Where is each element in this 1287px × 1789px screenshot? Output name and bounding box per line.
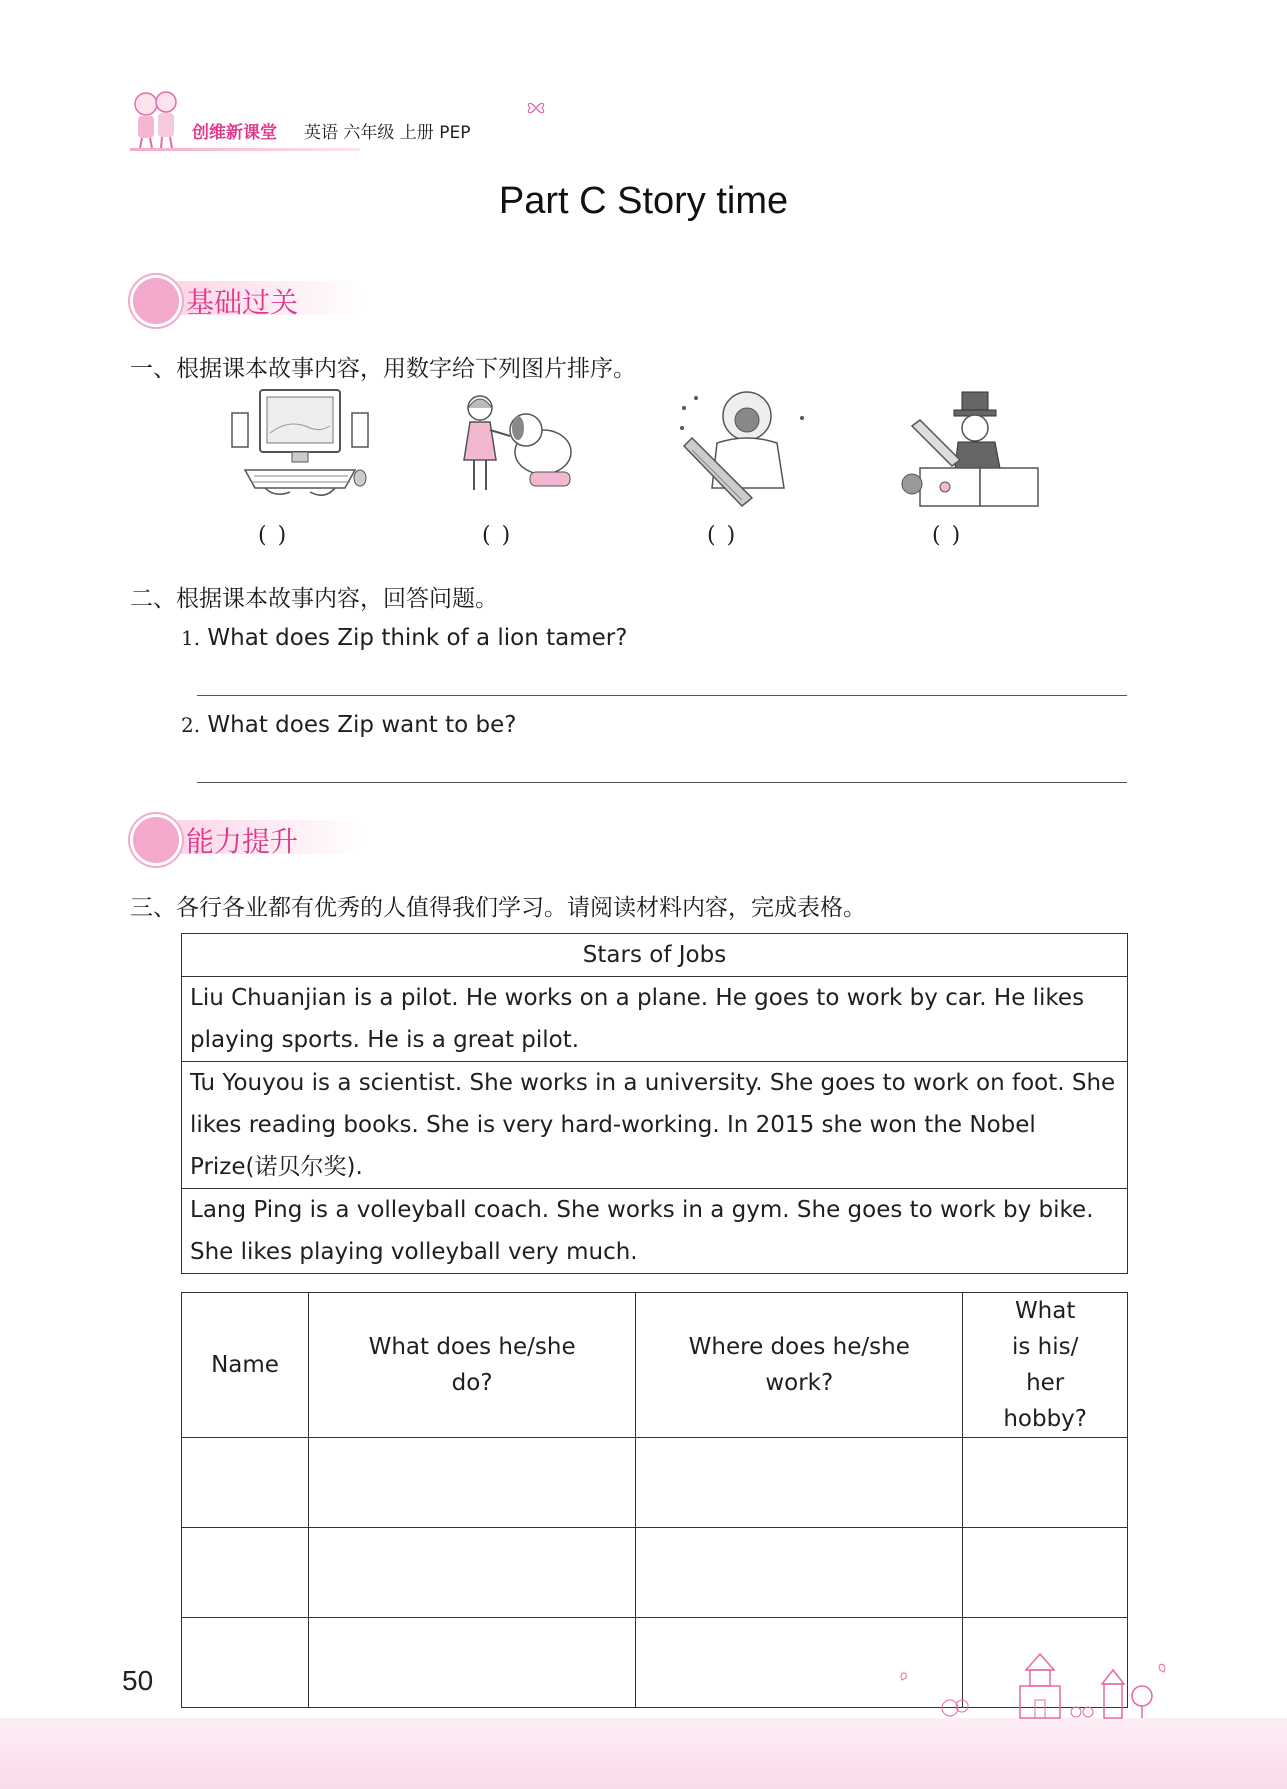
question-2-item-2	[181, 712, 517, 738]
answer-line-1[interactable]	[197, 695, 1127, 696]
table-cell[interactable]	[182, 1528, 309, 1618]
table-cell[interactable]	[182, 1618, 309, 1708]
table-cell[interactable]	[309, 1618, 636, 1708]
table-row	[182, 1528, 1128, 1618]
butterfly-icon	[526, 100, 546, 116]
header-book-info: 英语 六年级 上册 PEP	[304, 123, 471, 143]
column-header-hobby: What is his/ her hobby?	[963, 1293, 1128, 1438]
stars-of-jobs-table	[181, 933, 1128, 1274]
item-text: What does Zip think of a lion tamer?	[207, 625, 628, 651]
table-cell[interactable]	[963, 1438, 1128, 1528]
order-blank-4[interactable]: ( )	[932, 523, 963, 548]
header-brand: 创维新课堂	[192, 123, 277, 143]
item-number: 1.	[181, 626, 201, 650]
passage-tu-youyou: Tu Youyou is a scientist. She works in a university. She goes to work on foot. She likes reading books. She is very hard-working. In 2015 she won the Nobel Prize(诺贝尔奖).	[182, 1062, 1128, 1189]
section-banner-advanced	[130, 814, 370, 860]
student-face-icon	[130, 275, 182, 327]
table-cell[interactable]	[636, 1528, 963, 1618]
answer-line-2[interactable]	[197, 782, 1127, 783]
header-divider	[130, 148, 360, 151]
column-header-workplace: Where does he/she work?	[636, 1293, 963, 1438]
order-blank-3[interactable]: ( )	[707, 523, 738, 548]
question-3-instruction: 三、各行各业都有优秀的人值得我们学习。请阅读材料内容，完成表格。	[130, 895, 866, 921]
girl-with-dog-illustration-icon	[448, 390, 588, 510]
item-text: What does Zip want to be?	[207, 712, 517, 738]
column-header-job: What does he/she do?	[309, 1293, 636, 1438]
column-header-name: Name	[182, 1293, 309, 1438]
table-cell[interactable]	[636, 1438, 963, 1528]
table-row	[182, 1438, 1128, 1528]
passage-liu-chuanjian: Liu Chuanjian is a pilot. He works on a plane. He goes to work by car. He likes playing sports. He is a great pilot.	[182, 977, 1128, 1062]
footer-band	[0, 1718, 1287, 1789]
magician-box-illustration-icon	[900, 390, 1040, 510]
section-banner-basic	[130, 275, 370, 321]
page-number: 50	[122, 1665, 154, 1696]
answer-table	[181, 1292, 1128, 1708]
student-face-icon	[130, 814, 182, 866]
table-cell[interactable]	[182, 1438, 309, 1528]
beekeeper-illustration-icon	[672, 388, 812, 508]
question-2-item-1	[181, 625, 627, 651]
table-cell[interactable]	[309, 1438, 636, 1528]
table-cell[interactable]	[963, 1528, 1128, 1618]
section-banner-label: 能力提升	[186, 825, 299, 858]
computer-illustration-icon	[230, 388, 370, 508]
passage-lang-ping: Lang Ping is a volleyball coach. She works in a gym. She goes to work by bike. She likes playing volleyball very much.	[182, 1189, 1128, 1274]
mascot-icon	[128, 88, 184, 150]
order-blank-1[interactable]: ( )	[258, 523, 289, 548]
table-cell[interactable]	[309, 1528, 636, 1618]
section-banner-label: 基础过关	[186, 286, 299, 319]
castle-decoration-icon	[880, 1650, 1170, 1720]
question-1-instruction: 一、根据课本故事内容，用数字给下列图片排序。	[130, 356, 636, 382]
question-2-instruction: 二、根据课本故事内容，回答问题。	[130, 586, 498, 612]
order-blank-2[interactable]: ( )	[482, 523, 513, 548]
item-number: 2.	[181, 713, 201, 737]
stars-table-title: Stars of Jobs	[182, 934, 1128, 977]
page-title: Part C Story time	[498, 180, 789, 222]
